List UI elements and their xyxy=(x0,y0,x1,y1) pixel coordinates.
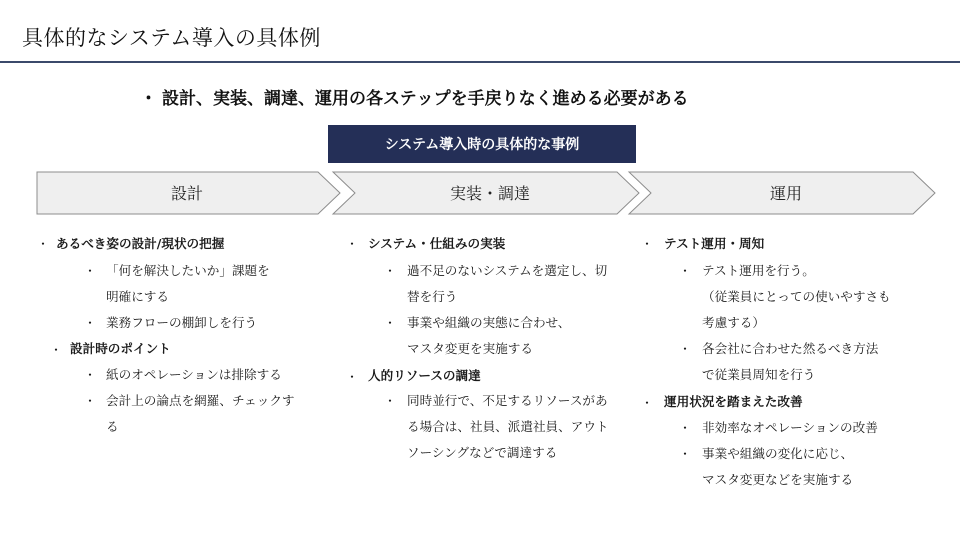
phase-label-impl: 実装・調達 xyxy=(449,184,530,203)
lead-statement xyxy=(140,84,689,109)
ops-text: 各会社に合わせた然るべき方法 xyxy=(702,341,879,356)
impl-text: る場合は、社員、派遣社員、アウト xyxy=(407,419,609,434)
impl-heading-1: システム・仕組みの実装 xyxy=(368,236,506,251)
impl-text: マスタ変更を実施する xyxy=(407,341,533,356)
bullet: ・ xyxy=(679,447,692,461)
design-heading-1: あるべき姿の設計/現状の把握 xyxy=(56,236,225,251)
bullet: ・ xyxy=(679,264,692,278)
phase-label-design: 設計 xyxy=(170,184,203,203)
ops-heading-1: テスト運用・周知 xyxy=(664,236,765,251)
bullet: ・ xyxy=(346,370,359,384)
ops-text: 非効率なオペレーションの改善 xyxy=(702,420,878,435)
design-text: 明確にする xyxy=(106,289,169,304)
bullet: ・ xyxy=(346,237,359,251)
ops-text: 考慮する） xyxy=(702,315,765,330)
design-heading-2: 設計時のポイント xyxy=(70,341,171,356)
design-text: 業務フローの棚卸しを行う xyxy=(106,315,258,330)
design-text: 紙のオペレーションは排除する xyxy=(106,367,282,382)
design-text: る xyxy=(106,419,119,434)
bullet: ・ xyxy=(641,237,654,251)
ops-text: で従業員周知を行う xyxy=(702,367,816,382)
bullet: ・ xyxy=(84,316,97,330)
bullet: ・ xyxy=(384,264,397,278)
bullet: ・ xyxy=(679,342,692,356)
lead-bullet: ・ xyxy=(140,89,157,109)
title-divider xyxy=(0,61,960,63)
impl-text: 過不足のないシステムを選定し、切 xyxy=(407,263,608,278)
case-banner: システム導入時の具体的な事例 xyxy=(328,125,636,163)
bullet: ・ xyxy=(679,421,692,435)
bullet: ・ xyxy=(641,396,654,410)
lead-text: 設計、実装、調達、運用の各ステップを手戻りなく進める必要がある xyxy=(162,89,689,109)
bullet: ・ xyxy=(84,264,97,278)
design-text: 「何を解決したいか」課題を xyxy=(106,263,270,278)
bullet: ・ xyxy=(50,343,63,357)
bullet: ・ xyxy=(384,316,397,330)
phase-label-ops: 運用 xyxy=(769,184,802,203)
ops-text: （従業員にとっての使いやすさも xyxy=(702,289,891,304)
impl-text: ソーシングなどで調達する xyxy=(407,445,558,460)
page-title: 具体的なシステム導入の具体例 xyxy=(22,26,321,50)
ops-text: マスタ変更などを実施する xyxy=(702,472,854,487)
impl-text: 事業や組織の実態に合わせ、 xyxy=(407,315,571,330)
bullet: ・ xyxy=(37,237,50,251)
bullet: ・ xyxy=(384,394,397,408)
ops-text: 事業や組織の変化に応じ、 xyxy=(702,446,854,461)
impl-text: 替を行う xyxy=(407,289,458,304)
impl-heading-2: 人的リソースの調達 xyxy=(368,368,481,383)
impl-text: 同時並行で、不足するリソースがあ xyxy=(407,393,608,408)
ops-heading-2: 運用状況を踏まえた改善 xyxy=(664,394,803,409)
ops-text: テスト運用を行う。 xyxy=(702,263,815,278)
bullet: ・ xyxy=(84,368,97,382)
bullet: ・ xyxy=(84,394,97,408)
design-text: 会計上の論点を網羅、チェックす xyxy=(106,393,295,408)
